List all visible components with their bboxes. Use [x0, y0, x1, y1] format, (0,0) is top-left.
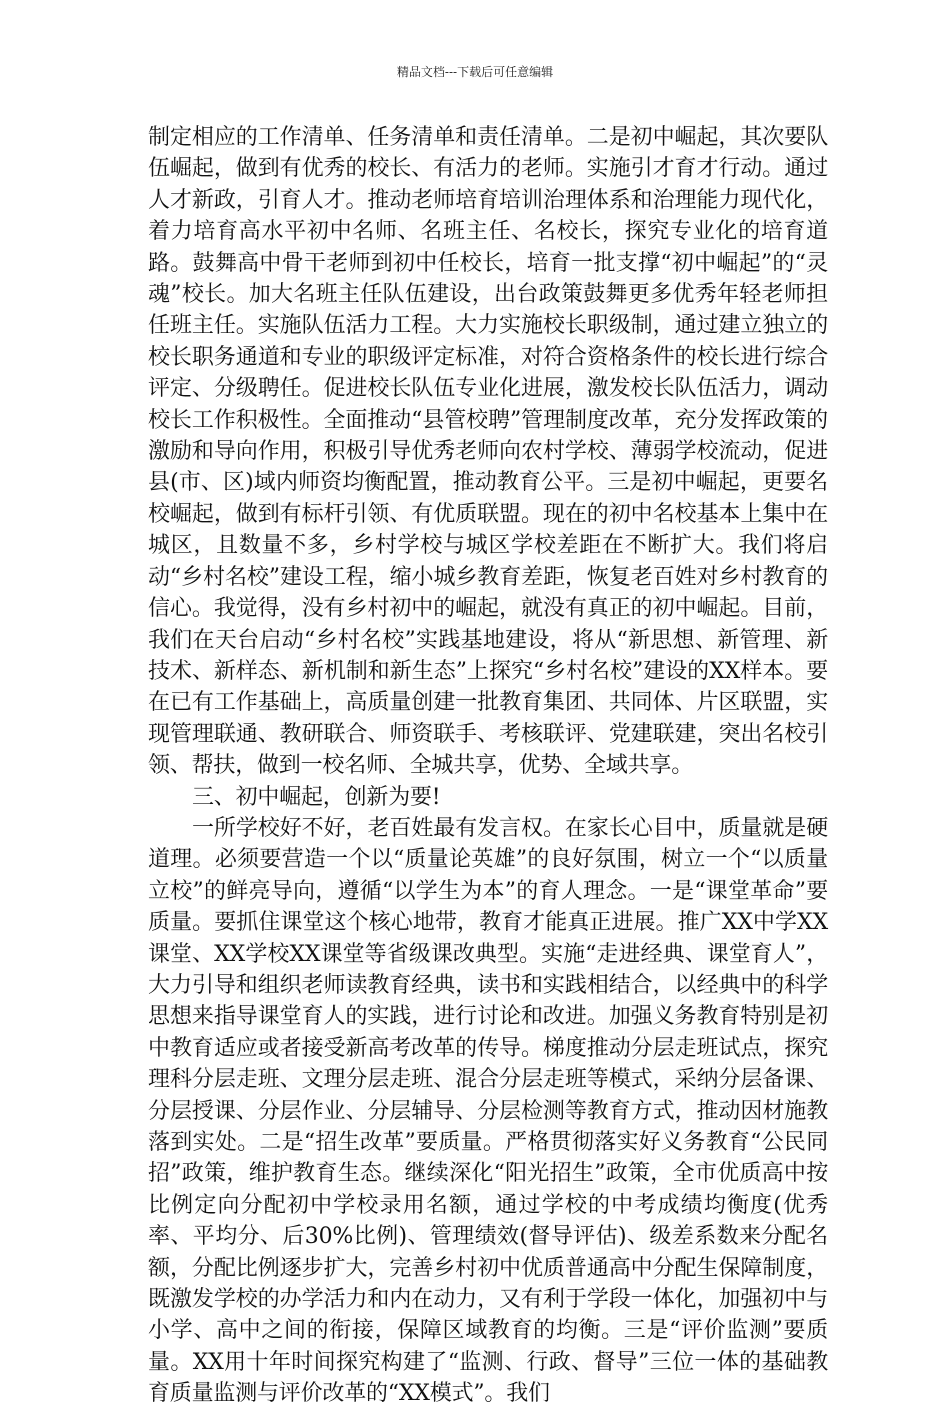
paragraph: 制定相应的工作清单、任务清单和责任清单。二是初中崛起，其次要队伍崛起，做到有优秀的校长、有活力的老师。实施引才育才行动。通过人才新政，引育人才。推动老师培育培训治理体系和治理能力现代化，着力培育高水平初中名师、名班主任、名校长，探究专业化的培育道路。鼓舞高中骨干老师到初中任校长，培育一批支撑“初中崛起”的“灵魂”校长。加大名班主任队伍建设，出台政策鼓舞更多优秀年轻老师担任班主任。实施队伍活力工程。大力实施校长职级制，通过建立独立的校长职务通道和专业的职级评定标准，对符合资格条件的校长进行综合评定、分级聘任。促进校长队伍专业化进展，激发校长队伍活力，调动校长工作积极性。全面推动“县管校聘”管理制度改革，充分发挥政策的激励和导向作用，积极引导优秀老师向农村学校、薄弱学校流动，促进县(市、区)域内师资均衡配置，推动教育公平。三是初中崛起，更要名校崛起，做到有标杆引领、有优质联盟。现在的初中名校基本上集中在城区，且数量不多，乡村学校与城区学校差距在不断扩大。我们将启动“乡村名校”建设工程，缩小城乡教育差距，恢复老百姓对乡村教育的信心。我觉得，没有乡村初中的崛起，就没有真正的初中崛起。目前，我们在天台启动“乡村名校”实践基地建设，将从“新思想、新管理、新技术、新样态、新机制和新生态”上探究“乡村名校”建设的XX样本。要在已有工作基础上，高质量创建一批教育集团、共同体、片区联盟，实现管理联通、教研联合、师资联手、考核联评、党建联建，突出名校引领、帮扶，做到一校名师、全城共享，优势、全域共享。 [148, 125, 828, 779]
section-heading: 三、初中崛起，创新为要! [192, 784, 441, 810]
paragraph: 一所学校好不好，老百姓最有发言权。在家长心目中，质量就是硬道理。必须要营造一个以“质量论英雄”的良好氛围，树立一个“以质量立校”的鲜亮导向，遵循“以学生为本”的育人理念。一是“课堂革命”要质量。要抓住课堂这个核心地带，教育才能真正进展。推广XX中学XX课堂、XX学校XX课堂等省级课改典型。实施“走进经典、课堂育人”，大力引导和组织老师读教育经典，读书和实践相结合，以经典中的科学思想来指导课堂育人的实践，进行讨论和改进。加强义务教育特别是初中教育适应或者接受新高考改革的传导。梯度推动分层走班试点，探究理科分层走班、文理分层走班、混合分层走班等模式，采纳分层备课、分层授课、分层作业、分层辅导、分层检测等教育方式，推动因材施教落到实处。二是“招生改革”要质量。严格贯彻落实好义务教育“公民同招”政策，维护教育生态。继续深化“阳光招生”政策，全市优质高中按比例定向分配初中学校录用名额，通过学校的中考成绩均衡度(优秀率、平均分、后30%比例)、管理绩效(督导评估)、级差系数来分配名额，分配比例逐步扩大，完善乡村初中优质普通高中分配生保障制度，既激发学校的办学活力和内在动力，又有利于学段一体化，加强初中与小学、高中之间的衔接，保障区域教育的均衡。三是“评价监测”要质量。XX用十年时间探究构建了“监测、行政、督导”三位一体的基础教育质量监测与评价改革的“XX模式”。我们 [148, 815, 828, 1407]
document-body [148, 122, 828, 1410]
page-header: 精品文档---下载后可任意编辑 [396, 65, 554, 79]
